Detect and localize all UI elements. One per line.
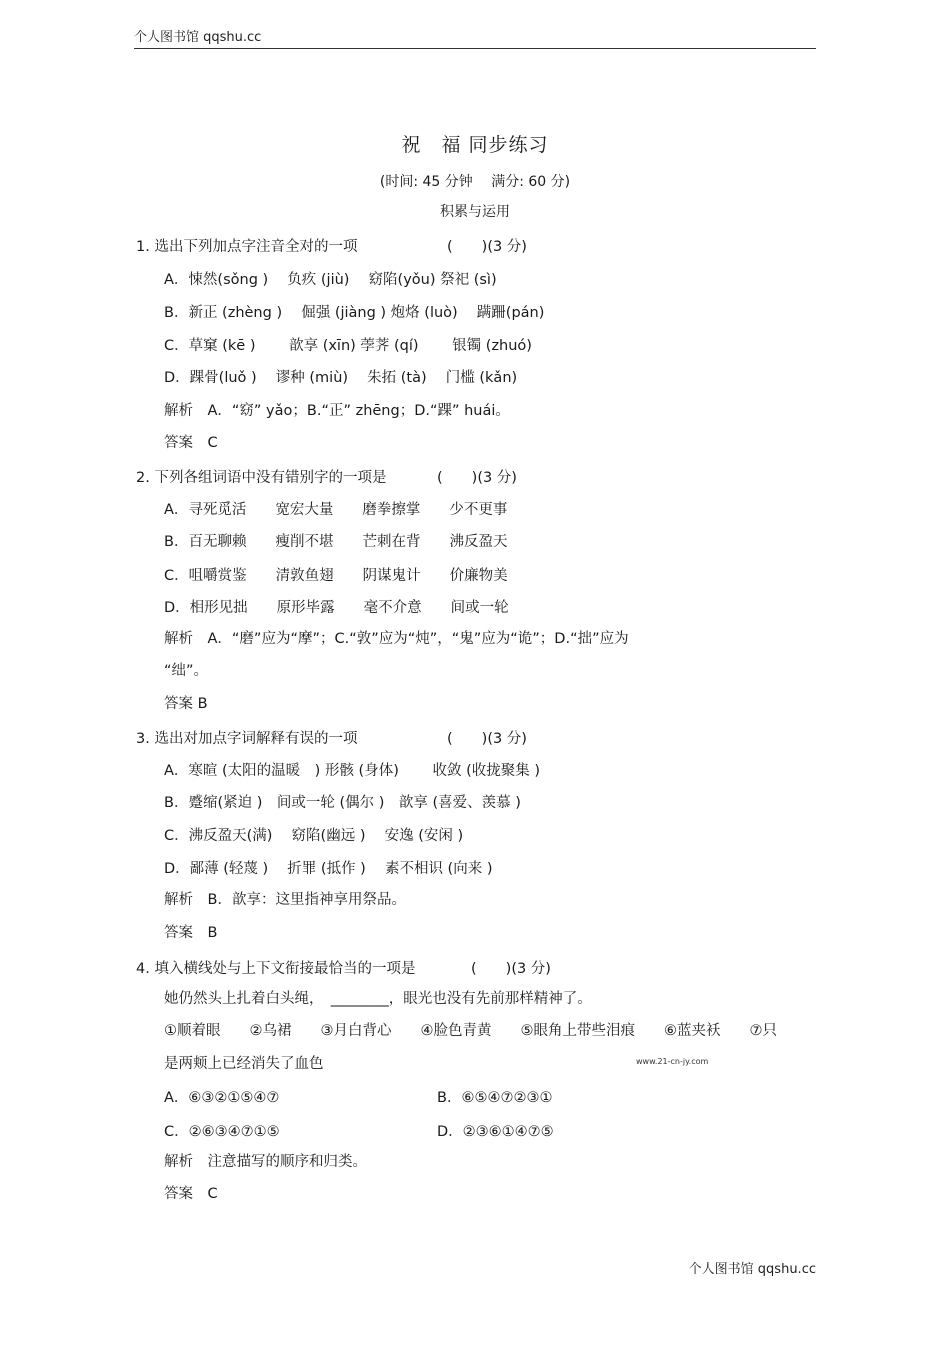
q2-analysis: 解析 A．“磨”应为“摩”；C.“敦”应为“炖”，“鬼”应为“诡”；D.“拙”应为 [164, 631, 629, 647]
q3-answer: 答案 B [164, 925, 218, 941]
q2-option-a: A．寻死觅活 宽宏大量 磨拳擦掌 少不更事 [164, 502, 508, 518]
q1-option-d: D．踝骨(luǒ ) 谬种 (miù) 朱拓 (tà) 门槛 (kǎn) [164, 370, 518, 386]
page-title: 祝 福 同步练习 [401, 134, 549, 156]
header-rule [134, 48, 816, 49]
watermark-text: www.21-cn-jy.com [636, 1057, 709, 1066]
q2-analysis-cont: “绌”。 [164, 663, 209, 679]
q4-option-c: C．②⑥③④⑦①⑤ [164, 1124, 280, 1140]
q4-analysis: 解析 注意描写的顺序和归类。 [164, 1154, 367, 1170]
q2-stem: 2. 下列各组词语中没有错别字的一项是 [136, 470, 387, 486]
q3-option-c: C．沸反盈天(满) 窈陷(幽远 ) 安逸 (安闲 ) [164, 828, 464, 844]
q4-fragments-cont: 是两颊上已经消失了血色 [164, 1056, 324, 1072]
q4-passage: 她仍然头上扎着白头绳， ________，眼光也没有先前那样精神了。 [164, 991, 592, 1007]
q1-answer: 答案 C [164, 435, 218, 451]
q2-option-b: B．百无聊赖 瘦削不堪 芒刺在背 沸反盈天 [164, 534, 508, 550]
q3-option-b: B．蹙缩(紧迫 ) 间或一轮 (偶尔 ) 歆享 (喜爱、羡慕 ) [164, 795, 521, 811]
exam-meta: (时间: 45 分钟 满分: 60 分) [379, 174, 571, 190]
q1-mark: ( )(3 分) [447, 239, 527, 255]
section-heading: 积累与运用 [440, 204, 510, 220]
q1-option-a: A．悚然(sǒng ) 负疚 (jiù) 窈陷(yǒu) 祭祀 (sì) [164, 272, 497, 288]
page-header: 个人图书馆 qqshu.cc [134, 30, 262, 45]
q4-option-a: A．⑥③②①⑤④⑦ [164, 1090, 280, 1106]
q4-stem: 4. 填入横线处与上下文衔接最恰当的一项是 [136, 961, 416, 977]
q4-option-d: D．②③⑥①④⑦⑤ [437, 1124, 554, 1140]
q3-analysis: 解析 B．歆享：这里指神享用祭品。 [164, 892, 406, 908]
q2-option-d: D．相形见拙 原形毕露 毫不介意 间或一轮 [164, 600, 509, 616]
q2-answer: 答案 B [164, 696, 208, 712]
q1-analysis: 解析 A．“窈” yǎo；B.“正” zhēng；D.“踝” huái。 [164, 403, 510, 419]
q4-mark: ( )(3 分) [471, 961, 551, 977]
q2-mark: ( )(3 分) [437, 470, 517, 486]
q3-option-a: A．寒暄 (太阳的温暖 ) 形骸 (身体) 收敛 (收拢聚集 ) [164, 763, 541, 779]
q1-option-b: B．新正 (zhèng ) 倔强 (jiàng ) 炮烙 (luò) 蹒跚(pán) [164, 305, 545, 321]
q4-fragments: ①顺着眼 ②乌裙 ③月白背心 ④脸色青黄 ⑤眼角上带些泪痕 ⑥蓝夹袄 ⑦只 [164, 1023, 777, 1039]
q3-mark: ( )(3 分) [447, 731, 527, 747]
q4-option-b: B．⑥⑤④⑦②③① [437, 1090, 553, 1106]
q2-option-c: C．咀嚼赏鉴 清敦鱼翅 阴谋鬼计 价廉物美 [164, 568, 508, 584]
page-footer: 个人图书馆 qqshu.cc [688, 1262, 816, 1277]
q3-stem: 3. 选出对加点字词解释有误的一项 [136, 731, 358, 747]
q1-option-c: C．草窠 (kē ) 歆享 (xīn) 荸荠 (qí) 银镯 (zhuó) [164, 338, 532, 354]
q1-stem: 1. 选出下列加点字注音全对的一项 [136, 239, 358, 255]
q4-answer: 答案 C [164, 1186, 218, 1202]
q3-option-d: D．鄙薄 (轻蔑 ) 折罪 (抵作 ) 素不相识 (向来 ) [164, 861, 493, 877]
